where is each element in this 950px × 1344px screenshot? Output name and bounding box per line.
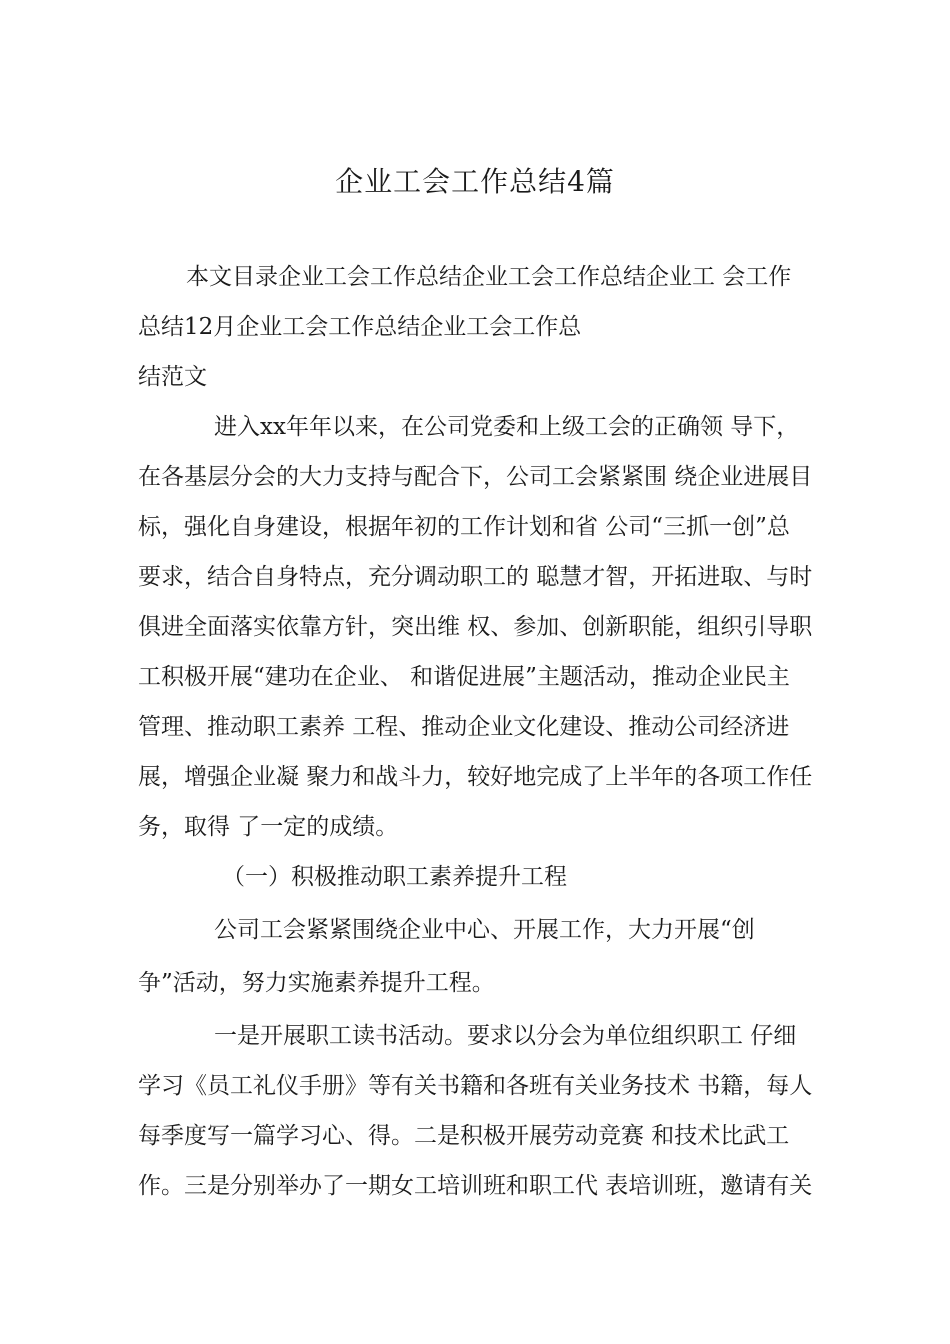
paragraph-line: 务，取得 了一定的成绩。: [138, 814, 399, 840]
paragraph-line: 俱进全面落实依靠方针，突出维 权、参加、创新职能，组织引导职: [138, 614, 813, 640]
paragraph-line: 每季度写一篇学习心、得。二是积极开展劳动竞赛 和技术比武工: [138, 1123, 790, 1149]
paragraph-line: 争”活动，努力实施素养提升工程。: [138, 970, 495, 996]
document-title: 企业工会工作总结4篇: [335, 165, 615, 198]
toc-line: 结范文: [138, 364, 207, 390]
toc-line: 总结12月企业工会工作总结企业工会工作总: [138, 314, 582, 340]
paragraph-line: 管理、推动职工素养 工程、推动企业文化建设、推动公司经济进: [138, 714, 790, 740]
paragraph-line: 工积极开展“建功在企业、 和谐促进展”主题活动，推动企业民主: [138, 664, 790, 690]
paragraph-line: 学习《员工礼仪手册》等有关书籍和各班有关业务技术 书籍，每人: [138, 1073, 813, 1099]
paragraph-line: 要求，结合自身特点，充分调动职工的 聪慧才智，开拓进取、与时: [138, 564, 813, 590]
paragraph-line: 进入xx年年以来，在公司党委和上级工会的正确领 导下，: [214, 414, 800, 440]
paragraph-line: 一是开展职工读书活动。要求以分会为单位组织职工 仔细: [214, 1023, 797, 1049]
toc-line: 本文目录企业工会工作总结企业工会工作总结企业工 会工作: [186, 264, 792, 290]
paragraph-line: 展，增强企业凝 聚力和战斗力，较好地完成了上半年的各项工作任: [138, 764, 813, 790]
paragraph-line: 作。三是分别举办了一期女工培训班和职工代 表培训班，邀请有关: [138, 1173, 813, 1199]
paragraph-line: 标，强化自身建设，根据年初的工作计划和省 公司“三抓一创”总: [138, 514, 790, 540]
section-heading: （一）积极推动职工素养提升工程: [222, 864, 567, 890]
paragraph-line: 在各基层分会的大力支持与配合下，公司工会紧紧围 绕企业进展目: [138, 464, 813, 490]
paragraph-line: 公司工会紧紧围绕企业中心、开展工作，大力开展“创: [214, 917, 755, 943]
